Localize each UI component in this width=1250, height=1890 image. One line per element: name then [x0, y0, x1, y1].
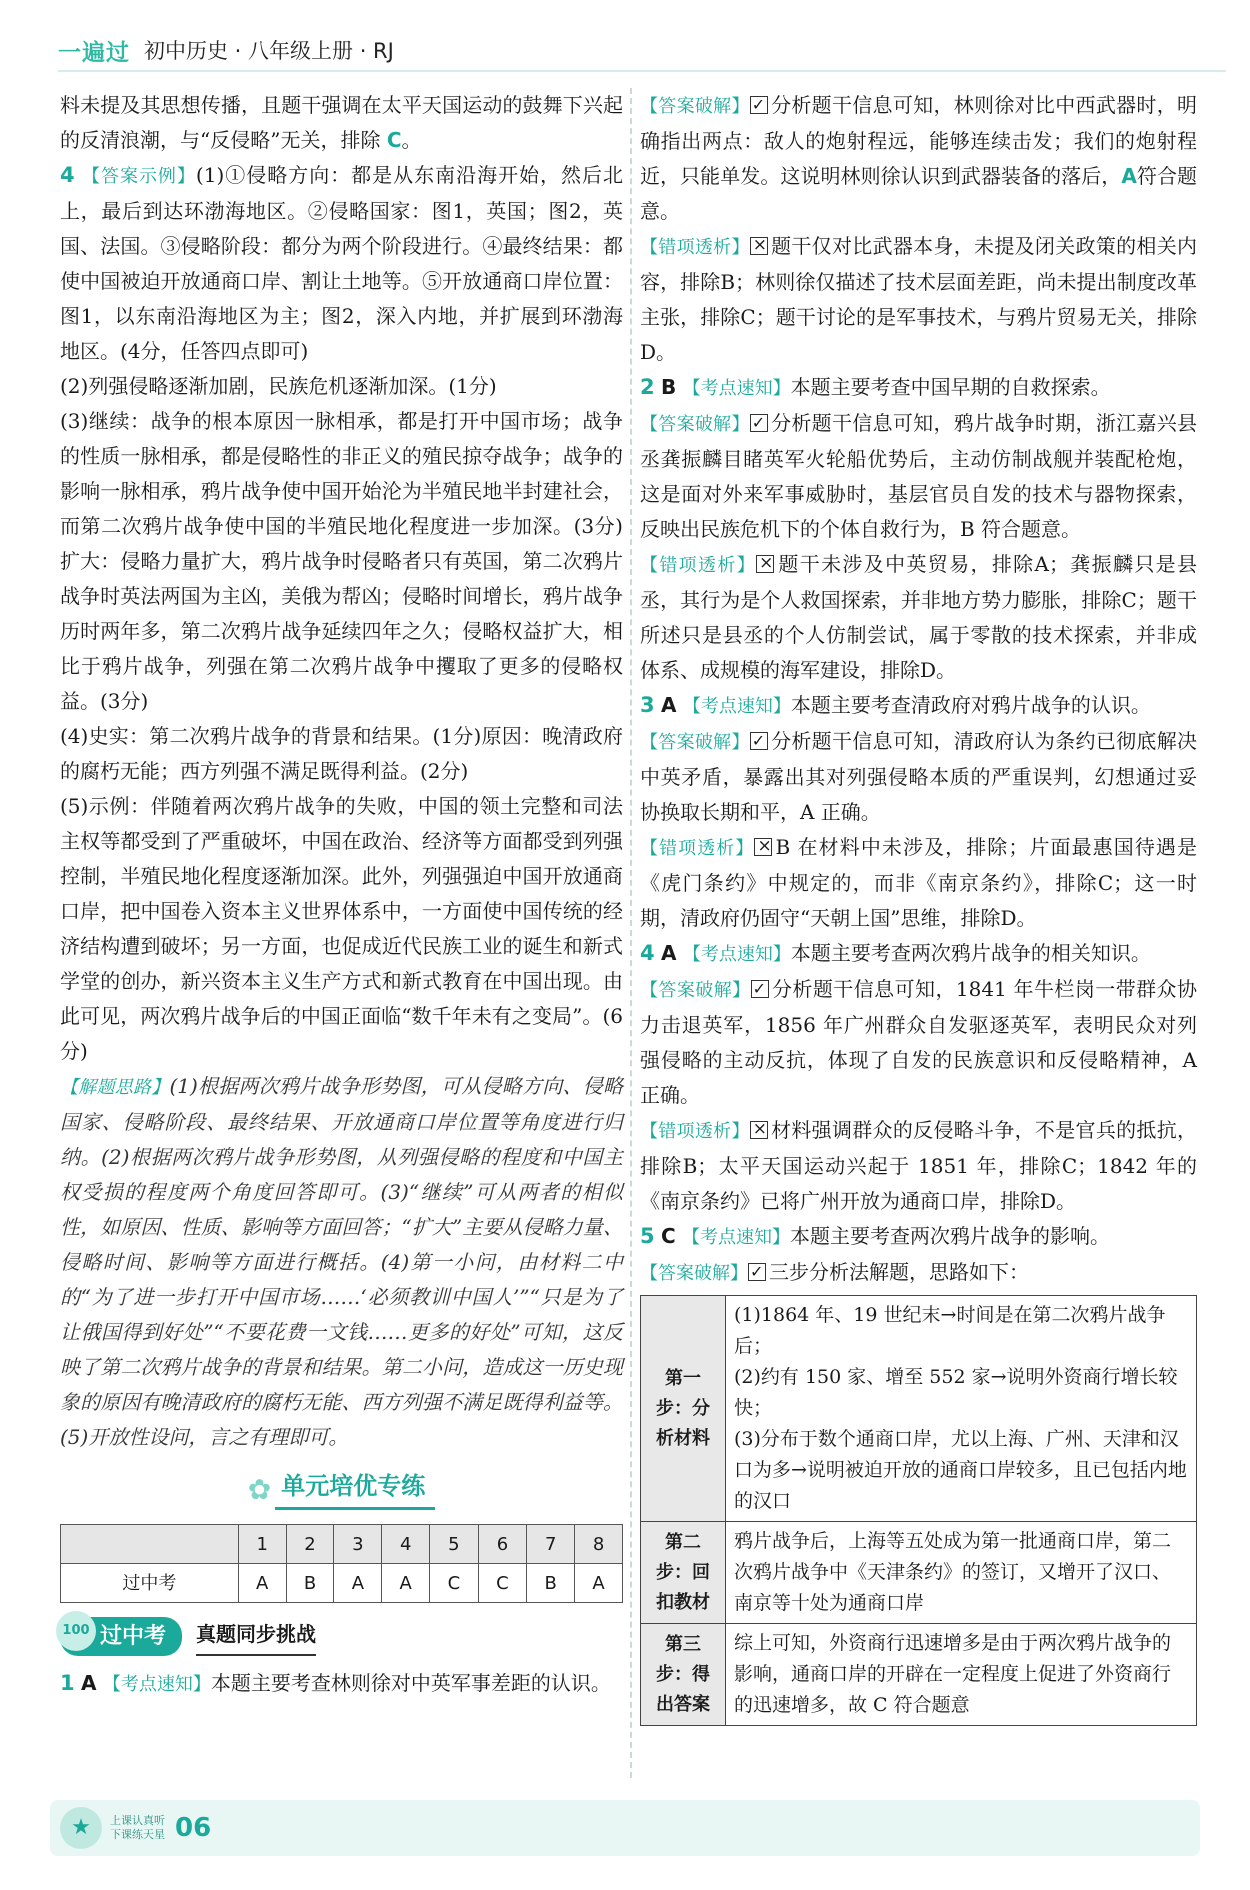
q4-answer: 4 【答案示例】(1)①侵略方向：都是从东南沿海开始，然后北上，最后到达环渤海地区。②侵略国家：图1，英国；图2，英国、法国。③侵略阶段：都分为两个阶段进行。④最终结果：都使中国被迫开放通商口岸、割让土地等。⑤开放通商口岸位置：图1，以东南沿海地区为主；图2，深入内地，并扩展到环渤海地区。(4分，任答四点即可)	[60, 163, 624, 363]
score-badge-icon: 100	[56, 1611, 96, 1651]
left-column	[60, 88, 623, 1702]
solution-hint: 【解题思路】(1)根据两次鸦片战争形势图，可从侵略方向、侵略国家、侵略阶段、最终结果、开放通商口岸位置等角度进行归纳。(2)根据两次鸦片战争形势图，从列强侵略的程度和中国主权受损的程度两个角度回答即可。(3)“继续”可从两者的相似性，如原因、性质、影响等方面回答；“扩大”主要从侵略力量、侵略时间、影响等方面进行概括。(4)第一小问，由材料二中的“为了进一步打开中国市场……‘必须教训中国人’”“只是为了让俄国得到好处”“不要花费一文钱……更多的好处”可知，这反映了第二次鸦片战争的背景和结果。第二小问，造成这一历史现象的原因有晚清政府的腐朽无能、西方列强不满足既得利益等。(5)开放性设问，言之有理即可。	[60, 1074, 623, 1449]
q1-wrong-options: 【错项透析】× 题干仅对比武器本身，未提及闭关政策的相关内容，排除B；林则徐仅描述了技术层面差距，尚未提出制度改革主张，排除C；题干讨论的是军事技术，与鸦片贸易无关，排除D。	[640, 229, 1197, 370]
q3-breakdown: 【答案破解】✓ 分析题干信息可知，清政府认为条约已彻底解决中英矛盾，暴露出其对列强侵略本质的严重误判，幻想通过妥协换取长期和平，A 正确。	[640, 724, 1197, 830]
footer-motto: 上课认真听 下课练天星	[110, 1814, 165, 1841]
table-header-cell: 1	[238, 1525, 286, 1564]
cross-icon	[754, 838, 772, 856]
q5-item: 5 C 【考点速知】本题主要考查两次鸦片战争的影响。	[640, 1224, 1111, 1248]
table-header-cell: 5	[430, 1525, 479, 1564]
step-content: 综上可知，外资商行迅速增多是由于两次鸦片战争的影响，通商口岸的开辟在一定程度上促进了外资商行的迅速增多，故 C 符合题意	[726, 1624, 1197, 1726]
table-row-label: 过中考	[61, 1564, 239, 1603]
cross-icon	[756, 555, 774, 573]
q2-breakdown: 【答案破解】✓ 分析题干信息可知，鸦片战争时期，浙江嘉兴县丞龚振麟目睹英军火轮船优势后，主动仿制战舰并装配枪炮，这是面对外来军事威胁时，基层官员自发的技术与器物探索，反映出民族危机下的个体自救行为，B 符合题意。	[640, 406, 1197, 547]
q4-breakdown: 【答案破解】✓ 分析题干信息可知，1841 年牛栏岗一带群众协力击退英军，1856 年广州群众自发驱逐英军，表明民众对列强侵略的主动反抗，体现了自发的民族意识和反侵略精神，A 正确。	[640, 972, 1197, 1113]
answer-example-tag: 【答案示例】	[81, 166, 196, 187]
table-header-cell: 7	[527, 1525, 575, 1564]
check-icon	[751, 980, 769, 998]
table-answer-cell: B	[527, 1564, 575, 1603]
q1-breakdown: 【答案破解】✓ 分析题干信息可知，林则徐对比中西武器时，明确指出两点：敌人的炮射程远，能够连续击发；我们的炮射程近，只能单发。这说明林则徐认识到武器装备的落后，A符合题意。	[640, 88, 1197, 229]
q4-wrong-options: 【错项透析】× 材料强调群众的反侵略斗争，不是官兵的抵抗，排除B；太平天国运动兴起于 1851 年，排除C；1842 年的《南京条约》已将广州开放为通商口岸，排除D。	[640, 1113, 1197, 1219]
table-answer-cell: A	[238, 1564, 286, 1603]
page-number: 06	[175, 1813, 212, 1843]
step-content: 鸦片战争后，上海等五处成为第一批通商口岸，第二次鸦片战争中《天津条约》的签订，又增开了汉口、南京等十处为通商口岸	[726, 1522, 1197, 1624]
table-header-cell	[61, 1525, 239, 1564]
table-header-cell: 6	[478, 1525, 527, 1564]
check-icon	[750, 96, 768, 114]
table-header-cell: 4	[382, 1525, 430, 1564]
header-divider	[58, 70, 1226, 72]
table-header-cell: 3	[334, 1525, 382, 1564]
q3-continuation: 料未提及其思想传播，且题干强调在太平天国运动的鼓舞下兴起的反清浪潮，与“反侵略”无关，排除 C。	[60, 93, 623, 152]
step-label: 第一步：分析材料	[641, 1296, 726, 1522]
step-label: 第二步：回扣教材	[641, 1522, 726, 1624]
q3-item: 3 A 【考点速知】本题主要考查清政府对鸦片战争的认识。	[640, 693, 1151, 717]
table-answer-cell: C	[478, 1564, 527, 1603]
three-step-table	[640, 1295, 1197, 1726]
exam-pill: 100 过中考	[60, 1617, 182, 1656]
column-divider	[630, 88, 632, 1778]
q5-breakdown: 【答案破解】✓ 三步分析法解题，思路如下：	[640, 1255, 1197, 1291]
star-badge-icon: ✿	[247, 1473, 272, 1506]
answer-table	[60, 1524, 623, 1603]
exam-banner	[60, 1617, 623, 1656]
table-answer-cell: C	[430, 1564, 479, 1603]
check-icon	[748, 1263, 766, 1281]
q1-item: 1 A 【考点速知】本题主要考查林则徐对中英军事差距的认识。	[60, 1671, 611, 1695]
q3-wrong-options: 【错项透析】× B 在材料中未涉及，排除；片面最惠国待遇是《虎门条约》中规定的，而非《南京条约》，排除C；这一时期，清政府仍固守“天朝上国”思维，排除D。	[640, 830, 1197, 936]
q4-part2: (2)列强侵略逐渐加剧，民族危机逐渐加深。(1分)	[60, 374, 497, 398]
table-answer-cell: A	[334, 1564, 382, 1603]
cross-icon	[750, 1121, 768, 1139]
check-icon	[750, 732, 768, 750]
table-answer-cell: A	[575, 1564, 623, 1603]
q4-item: 4 A 【考点速知】本题主要考查两次鸦片战争的相关知识。	[640, 941, 1151, 965]
table-header-cell: 2	[286, 1525, 334, 1564]
right-column	[640, 88, 1197, 1726]
q2-item: 2 B 【考点速知】本题主要考查中国早期的自救探索。	[640, 375, 1111, 399]
table-header-cell: 8	[575, 1525, 623, 1564]
exam-subtitle: 真题同步挑战	[196, 1617, 316, 1656]
cross-icon	[750, 237, 768, 255]
q4-part4: (4)史实：第二次鸦片战争的背景和结果。(1分)原因：晚清政府的腐朽无能；西方列强不满足既得利益。(2分)	[60, 724, 623, 783]
brand-logo: 一遍过	[58, 39, 130, 66]
table-answer-cell: B	[286, 1564, 334, 1603]
check-icon	[750, 414, 768, 432]
mascot-icon: ★	[60, 1807, 102, 1849]
q4-part3: (3)继续：战争的根本原因一脉相承，都是打开中国市场；战争的性质一脉相承，都是侵略性的非正义的殖民掠夺战争；战争的影响一脉相承，鸦片战争使中国开始沦为半殖民地半封建社会，而第二次鸦片战争使中国的半殖民地化程度进一步加深。(3分)扩大：侵略力量扩大，鸦片战争时侵略者只有英国，第二次鸦片战争时英法两国为主凶，美俄为帮凶；侵略时间增长，鸦片战争历时两年多，第二次鸦片战争延续四年之久；侵略权益扩大，相比于鸦片战争，列强在第二次鸦片战争中攫取了更多的侵略权益。(3分)	[60, 409, 623, 713]
q2-wrong-options: 【错项透析】× 题干未涉及中英贸易，排除A；龚振麟只是县丞，其行为是个人救国探索，并非地方势力膨胀，排除C；题干所述只是县丞的个人仿制尝试，属于零散的技术探索，并非成体系、成规模的海军建设，排除D。	[640, 547, 1197, 688]
page-header	[58, 34, 394, 66]
step-label: 第三步：得出答案	[641, 1624, 726, 1726]
section-title: ✿ 单元培优专练	[60, 1469, 623, 1510]
page-footer	[50, 1800, 1200, 1856]
q4-part5: (5)示例：伴随着两次鸦片战争的失败，中国的领土完整和司法主权等都受到了严重破坏，中国在政治、经济等方面都受到列强控制，半殖民地化程度逐渐加深。此外，列强强迫中国开放通商口岸，把中国卷入资本主义世界体系中，一方面使中国传统的经济结构遭到破坏；另一方面，也促成近代民族工业的诞生和新式学堂的创办，新兴资本主义生产方式和新式教育在中国出现。由此可见，两次鸦片战争后的中国正面临“数千年未有之变局”。(6分)	[60, 794, 623, 1063]
book-title: 初中历史 · 八年级上册 · RJ	[144, 39, 394, 63]
table-answer-cell: A	[382, 1564, 430, 1603]
step-content: (1)1864 年、19 世纪末→时间是在第二次鸦片战争后； (2)约有 150 家、增至 552 家→说明外资商行增长较快； (3)分布于数个通商口岸，尤以上海、广州、天津和汉口为多→说明被迫开放的通商口岸较多，且已包括内地的汉口	[726, 1296, 1197, 1522]
